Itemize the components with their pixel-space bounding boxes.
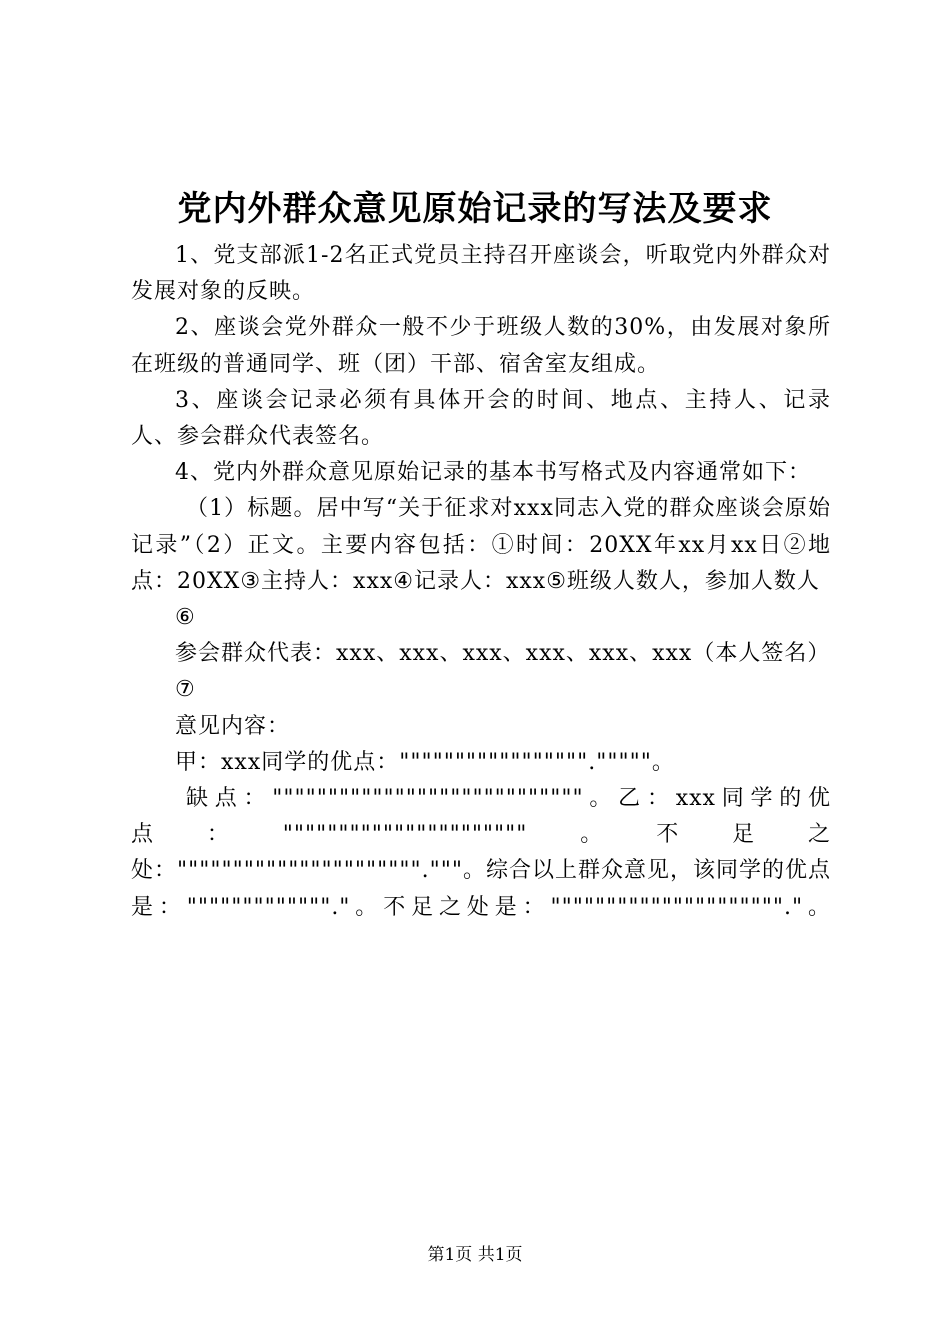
document-body bbox=[131, 238, 831, 926]
paragraph-opinion-heading: 意见内容： bbox=[175, 713, 291, 739]
paragraph-representatives: 参会群众代表：xxx、xxx、xxx、xxx、xxx、xxx（本人签名） bbox=[175, 641, 831, 667]
paragraph-item-7: ⑦ bbox=[175, 677, 196, 703]
page-footer: 第1页 共1页 bbox=[427, 1245, 523, 1265]
paragraph-opinion-a: 甲：xxx同学的优点："""""""""""""""""."""""。 bbox=[175, 749, 675, 775]
document-title: 党内外群众意见原始记录的写法及要求 bbox=[177, 189, 773, 229]
paragraph-4: 4、党内外群众意见原始记录的基本书写格式及内容通常如下： bbox=[175, 460, 811, 486]
paragraph-2: 2、座谈会党外群众一般不少于班级人数的30%，由发展对象所在班级的普通同学、班（团）干部、宿舍室友组成。 bbox=[131, 315, 831, 377]
paragraph-3: 3、座谈会记录必须有具体开会的时间、地点、主持人、记录人、参会群众代表签名。 bbox=[131, 387, 831, 450]
paragraph-1: 1、党支部派1-2名正式党员主持召开座谈会，听取党内外群众对发展对象的反映。 bbox=[131, 243, 831, 305]
paragraph-format-details: （1）标题。居中写“关于征求对xxx同志入党的群众座谈会原始记录”（2）正文。主要内容包括：①时间：20XX年xx月xx日②地点：20XX③主持人：xxx④记录人：xxx⑤班级人数人，参加人数人 bbox=[131, 496, 831, 594]
paragraph-item-6: ⑥ bbox=[175, 605, 196, 631]
paragraph-opinion-summary: 缺点：""""""""""""""""""""""""""""。乙：xxx同学的优点：""""""""""""""""""""""。不足之处：""""""""""""""""""""""."""。综合以上群众意见，该同学的优点是："""""""""""""."。不足之处是："""""""""""""""""""""."。 bbox=[131, 786, 831, 920]
